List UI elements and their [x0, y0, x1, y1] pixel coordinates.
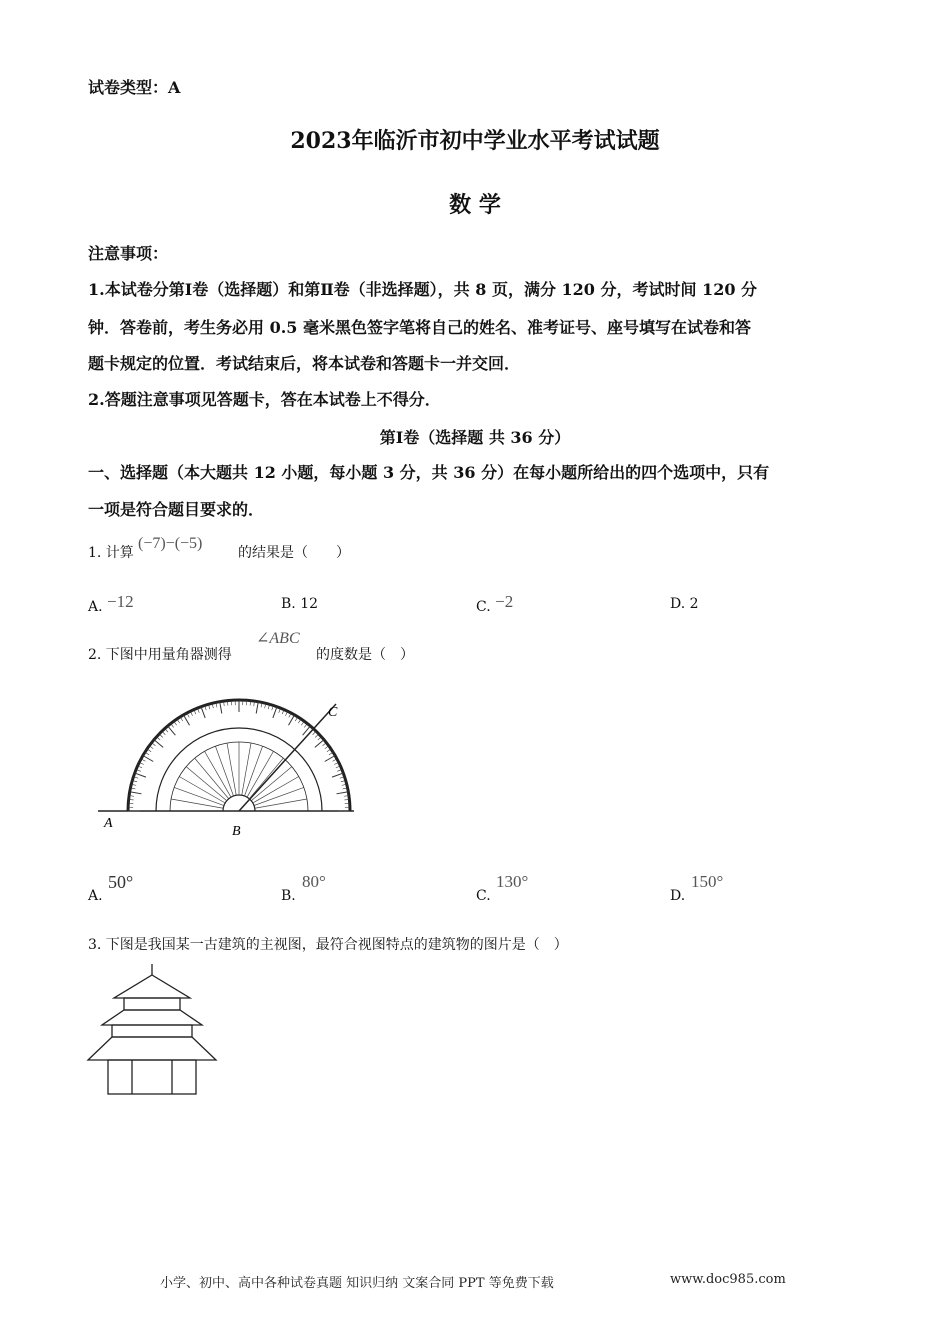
- paper-type: 试卷类型：A: [88, 78, 181, 97]
- protractor-tick: [315, 740, 324, 748]
- footer-url[interactable]: www.doc985.com: [670, 1272, 786, 1287]
- protractor-ray: [255, 799, 307, 808]
- q1-prefix: 1. 计算: [88, 545, 134, 561]
- q2-option-a[interactable]: A.: [88, 888, 103, 904]
- protractor-figure: [96, 690, 366, 840]
- protractor-tick: [318, 737, 322, 740]
- point-a-label: A: [104, 816, 113, 831]
- protractor-tick: [168, 726, 176, 735]
- protractor-tick: [313, 731, 316, 735]
- point-b-label: B: [232, 824, 241, 839]
- q1-expression: (−7)−(−5): [138, 535, 203, 552]
- q2-prefix: 2. 下图中用量角器测得: [88, 647, 232, 663]
- protractor-tick: [130, 792, 142, 794]
- notes-line-2: 2.答题注意事项见答题卡，答在本试卷上不得分．: [88, 390, 441, 409]
- subject-title: 数 学: [449, 192, 501, 218]
- protractor-tick: [159, 734, 163, 737]
- q1-option-a[interactable]: A. −12: [88, 592, 134, 615]
- protractor-tick: [135, 773, 146, 777]
- protractor-ray: [254, 787, 304, 805]
- section-title: 第Ⅰ卷（选择题 共 36 分）: [379, 428, 571, 447]
- protractor-tick: [332, 773, 343, 777]
- section-intro-a: 一、选择题（本大题共 12 小题，每小题 3 分，共 36 分）在每小题所给出的四个选项中，只有: [88, 463, 770, 482]
- q2-option-b-value: 80°: [302, 872, 326, 891]
- protractor-tick: [273, 707, 277, 718]
- protractor-tick: [154, 740, 163, 748]
- building-front-view-figure: [86, 962, 221, 1098]
- notes-line-1c: 题卡规定的位置．考试结束后，将本试卷和答题卡一并交回．: [88, 354, 521, 373]
- page-title: 2023年临沂市初中学业水平考试试题: [290, 128, 660, 154]
- protractor-ray: [171, 799, 223, 808]
- protractor-ray: [174, 787, 224, 805]
- protractor-ray: [227, 743, 236, 795]
- protractor-tick: [336, 792, 348, 794]
- q3-text: 3. 下图是我国某一古建筑的主视图，最符合视图特点的建筑物的图片是（ ）: [88, 937, 568, 953]
- q2-option-b[interactable]: B.: [281, 888, 296, 904]
- q1-option-b[interactable]: B. 12: [281, 596, 319, 612]
- point-c-label: C: [328, 705, 338, 720]
- q2-option-d-value: 150°: [691, 872, 724, 891]
- protractor-ray: [215, 746, 233, 796]
- section-intro-b: 一项是符合题目要求的．: [88, 500, 265, 519]
- protractor-tick: [315, 734, 319, 737]
- q1-option-c[interactable]: C. −2: [476, 592, 514, 615]
- q2-expression: ∠ABC: [256, 630, 300, 647]
- notes-line-1a: 1.本试卷分第Ⅰ卷（选择题）和第Ⅱ卷（非选择题），共 8 页，满分 120 分，考试时间 120 分: [88, 280, 758, 299]
- protractor-tick: [165, 729, 168, 733]
- protractor-tick: [157, 737, 161, 740]
- protractor-tick: [162, 731, 165, 735]
- protractor-tick: [256, 702, 258, 714]
- q2-option-c[interactable]: C.: [476, 888, 491, 904]
- notes-heading: 注意事项：: [88, 244, 169, 263]
- q2-suffix: 的度数是（ ）: [316, 647, 414, 663]
- notes-line-1b: 钟．答卷前，考生务必用 0.5 毫米黑色签字笔将自己的姓名、准考证号、座号填写在试卷和答: [88, 318, 751, 337]
- q2-option-c-value: 130°: [496, 872, 529, 891]
- protractor-tick: [220, 702, 222, 714]
- q1-suffix: 的结果是（ ）: [238, 545, 350, 561]
- q1-option-d[interactable]: D. 2: [670, 596, 699, 612]
- q2-option-d[interactable]: D.: [670, 888, 686, 904]
- q2-option-a-value: 50°: [108, 872, 134, 892]
- protractor-ray: [242, 743, 251, 795]
- protractor-tick: [201, 707, 205, 718]
- footer-text: 小学、初中、高中各种试卷真题 知识归纳 文案合同 PPT 等免费下载: [160, 1276, 554, 1291]
